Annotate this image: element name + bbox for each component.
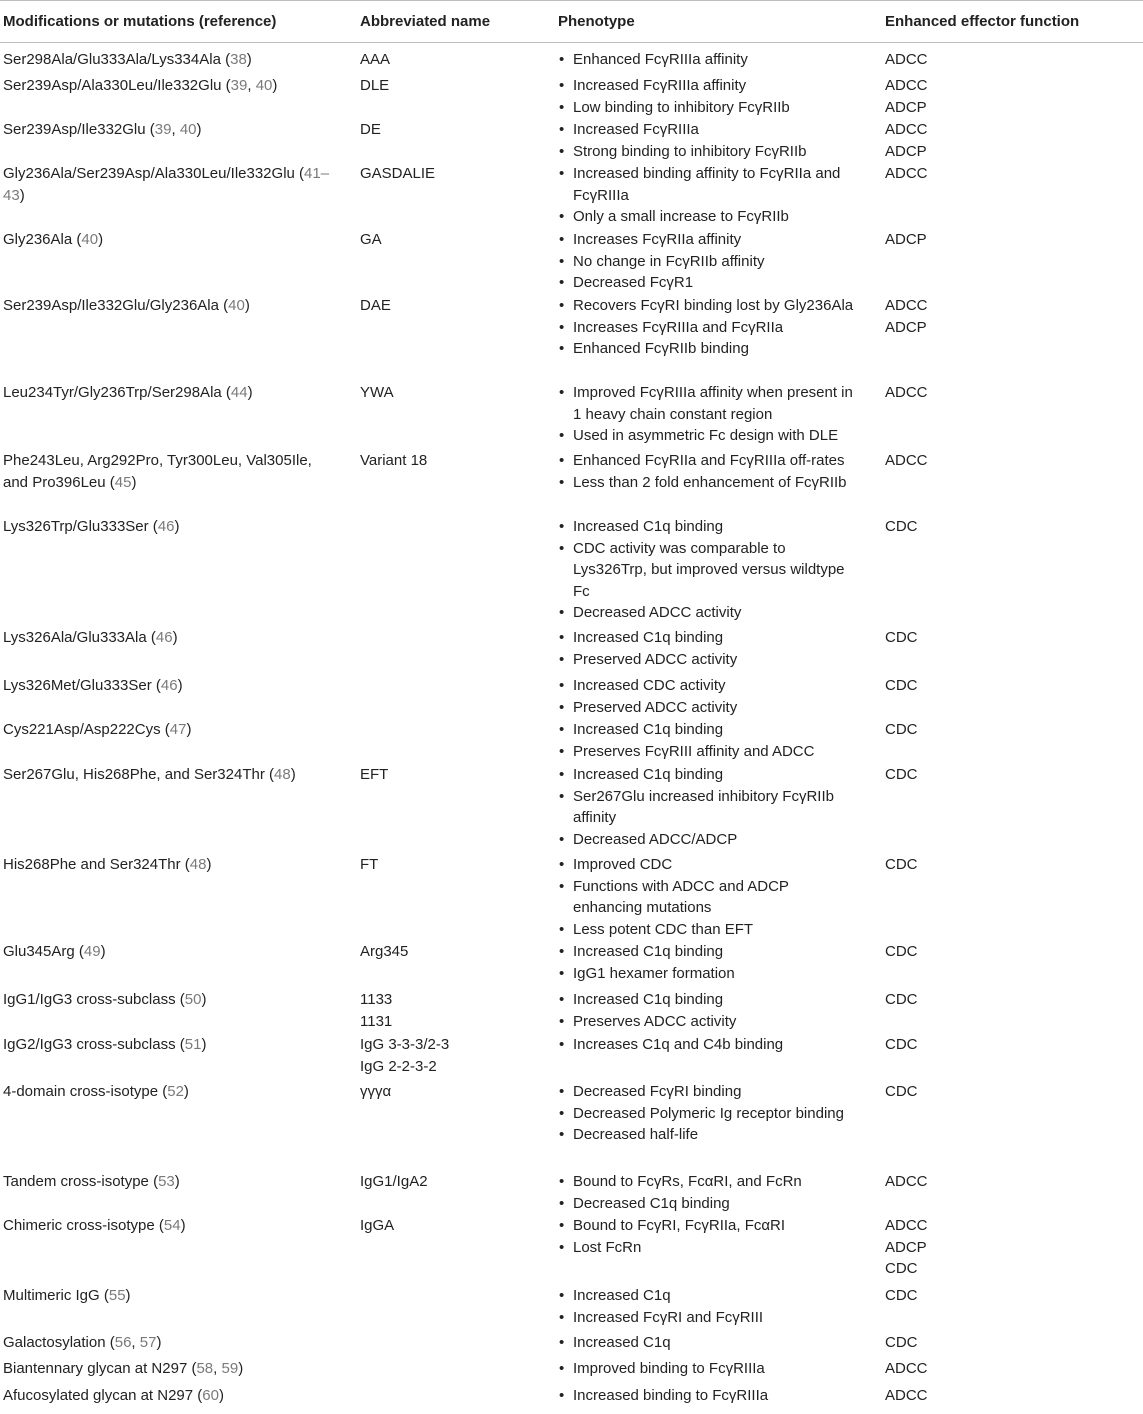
header-effector-function: Enhanced effector function [885,12,1080,30]
effector-text: ADCC [885,452,928,469]
phenotype-bullet: • Decreased FcγRI binding [558,1081,858,1103]
reference-link[interactable]: 46 [157,518,175,535]
phenotype-bullet: • Less than 2 fold enhancement of FcγRIIb [558,472,858,494]
reference-link[interactable]: 51 [184,1036,202,1053]
effector-text: ADCC [885,1387,928,1404]
cell-modification: Gly236Ala (40) [3,231,104,248]
cell-phenotype [558,1215,885,1285]
cell-phenotype [558,75,885,119]
phenotype-bullet: • Decreased C1q binding [558,1193,858,1215]
header-phenotype: Phenotype [558,12,635,30]
cell-effector-function [885,627,1143,675]
phenotype-bullet: • Preserves ADCC activity [558,1011,858,1033]
reference-link[interactable]: 40 [179,121,197,138]
phenotype-bullet: • Increased C1q binding [558,516,858,538]
modification-text: Gly236Ala [3,231,73,248]
phenotype-bullet: • Decreased ADCC/ADCP [558,829,858,851]
phenotype-bullet: • Increased CDC activity [558,675,858,697]
cell-abbreviated-name [360,229,558,295]
table-row [0,1332,1143,1358]
cell-phenotype [558,1285,885,1332]
modification-text: Ser239Asp/Ile332Glu [3,121,146,138]
phenotype-bullet: • Increases FcγRIIIa and FcγRIIa [558,317,858,339]
abbreviation-text: YWA [360,384,394,401]
cell-abbreviated-name [360,675,558,719]
reference-link[interactable]: 52 [167,1083,184,1100]
modification-text: IgG1/IgG3 cross-subclass [3,991,176,1008]
abbreviation-text: IgG 3-3-3/2-3 [360,1036,450,1053]
cell-abbreviated-name [360,163,558,229]
phenotype-bullet: • Increased binding affinity to FcγRIIa and FcγRIIIa [558,163,858,206]
cell-phenotype [558,450,885,516]
phenotype-bullet: • Lost FcRn [558,1237,858,1259]
phenotype-bullet: • Increased C1q binding [558,764,858,786]
table-row [0,382,1143,450]
phenotype-bullet: • Increased FcγRI and FcγRIII [558,1307,858,1329]
effector-text: ADCC [885,165,928,182]
effector-text: ADCC [885,1173,928,1190]
modification-text: Lys326Ala/Glu333Ala [3,629,147,646]
modification-text: Ser239Asp/Ala330Leu/Ile332Glu [3,77,222,94]
cell-effector-function [885,229,1143,295]
cell-effector-function [885,1358,1143,1385]
cell-phenotype [558,163,885,229]
phenotype-bullet: • Increased C1q binding [558,719,858,741]
effector-text: CDC [885,518,918,535]
cell-abbreviated-name [360,627,558,675]
cell-abbreviated-name [360,382,558,450]
cell-effector-function [885,1081,1143,1171]
abbreviation-text: GASDALIE [360,165,436,182]
cell-phenotype [558,1034,885,1081]
table-row [0,295,1143,382]
phenotype-bullet: • Decreased Polymeric Ig receptor binding [558,1103,858,1125]
effector-text: CDC [885,943,918,960]
cell-abbreviated-name [360,941,558,989]
table-row [0,1215,1143,1285]
cell-modification: Lys326Met/Glu333Ser (46) [3,677,183,694]
abbreviation-text: Arg345 [360,943,409,960]
cell-modification: Gly236Ala/Ser239Asp/Ala330Leu/Ile332Glu (41–43) [3,165,330,204]
effector-text: ADCP [885,231,927,248]
phenotype-bullet: • Increases FcγRIIa affinity [558,229,858,251]
cell-modification: His268Phe and Ser324Thr (48) [3,856,212,873]
cell-modification: Ser267Glu, His268Phe, and Ser324Thr (48) [3,766,296,783]
cell-effector-function [885,675,1143,719]
cell-phenotype [558,1332,885,1358]
phenotype-bullet: • Increased C1q [558,1332,858,1354]
phenotype-bullet: • IgG1 hexamer formation [558,963,858,985]
modification-text: Ser267Glu, His268Phe, and Ser324Thr [3,766,265,783]
reference-link[interactable]: 55 [108,1287,126,1304]
cell-phenotype [558,1081,885,1171]
effector-text: ADCC [885,77,928,94]
table-row [0,989,1143,1034]
cell-abbreviated-name [360,49,558,75]
table-row [0,1081,1143,1171]
header-abbreviated-name: Abbreviated name [360,12,491,30]
cell-phenotype [558,1358,885,1385]
cell-phenotype [558,119,885,163]
effector-text: ADCC [885,384,928,401]
phenotype-bullet: • Preserves FcγRIII affinity and ADCC [558,741,858,763]
reference-link[interactable]: 53 [158,1173,175,1190]
phenotype-bullet: • Less potent CDC than EFT [558,919,858,941]
cell-modification: Ser239Asp/Ile332Glu (39, 40) [3,121,202,138]
abbreviation-text: AAA [360,51,391,68]
phenotype-bullet: • Increased C1q binding [558,941,858,963]
table-row [0,450,1143,516]
effector-text: ADCC [885,121,928,138]
cell-abbreviated-name [360,516,558,627]
effector-text: CDC [885,629,918,646]
cell-effector-function [885,1215,1143,1285]
table-row [0,1034,1143,1081]
phenotype-bullet: • Used in asymmetric Fc design with DLE [558,425,858,447]
phenotype-bullet: • Increased C1q binding [558,989,858,1011]
phenotype-bullet: • Strong binding to inhibitory FcγRIIb [558,141,858,163]
modification-text: Cys221Asp/Asp222Cys [3,721,161,738]
phenotype-bullet: • Ser267Glu increased inhibitory FcγRIIb affinity [558,786,858,829]
effector-text: ADCC [885,1360,928,1377]
phenotype-bullet: • Preserved ADCC activity [558,697,858,719]
cell-modification: Lys326Trp/Glu333Ser (46) [3,518,180,535]
cell-modification: Afucosylated glycan at N297 (60) [3,1387,224,1404]
cell-effector-function [885,989,1143,1034]
cell-modification: IgG1/IgG3 cross-subclass (50) [3,991,207,1008]
abbreviation-text: DE [360,121,381,138]
cell-modification: Ser298Ala/Glu333Ala/Lys334Ala (38) [3,51,252,68]
cell-effector-function [885,1171,1143,1215]
reference-link[interactable]: 39 [154,121,172,138]
abbreviation-text: 1131 [360,1012,393,1030]
modification-text: Ser298Ala/Glu333Ala/Lys334Ala [3,51,221,68]
cell-abbreviated-name [360,450,558,516]
cell-phenotype [558,49,885,75]
phenotype-bullet: • No change in FcγRIIb affinity [558,251,858,273]
abbreviation-text: Variant 18 [360,452,428,469]
cell-phenotype [558,675,885,719]
cell-modification: Multimeric IgG (55) [3,1287,131,1304]
reference-link[interactable]: 39 [230,77,248,94]
table-row [0,163,1143,229]
reference-link[interactable]: 49 [83,943,101,960]
reference-link[interactable]: 40 [228,297,245,314]
cell-abbreviated-name [360,1171,558,1215]
abbreviation-text: 1133 [360,991,393,1008]
phenotype-bullet: • Bound to FcγRs, FcαRI, and FcRn [558,1171,858,1193]
phenotype-bullet: • Improved FcγRIIIa affinity when present in 1 heavy chain constant region [558,382,858,425]
phenotype-bullet: • Increased FcγRIIIa affinity [558,75,858,97]
effector-text: CDC [885,1334,918,1351]
cell-effector-function [885,75,1143,119]
modification-text: Tandem cross-isotype [3,1173,149,1190]
abbreviation-text: DAE [360,297,391,314]
cell-abbreviated-name [360,295,558,382]
effector-text: CDC [885,1260,918,1277]
modification-text: IgG2/IgG3 cross-subclass [3,1036,176,1053]
table-row [0,1385,1143,1407]
reference-link[interactable]: 48 [274,766,291,783]
cell-phenotype [558,854,885,941]
phenotype-bullet: • Improved binding to FcγRIIIa [558,1358,858,1380]
modification-text: Galactosylation [3,1334,106,1351]
modification-text: Gly236Ala/Ser239Asp/Ala330Leu/Ile332Glu [3,165,295,182]
cell-phenotype [558,941,885,989]
effector-text: ADCP [885,1238,927,1256]
abbreviation-text: IgG 2-2-3-2 [360,1057,437,1075]
cell-abbreviated-name [360,1034,558,1081]
reference-link[interactable]: 54 [163,1217,181,1234]
table-row [0,1285,1143,1332]
cell-phenotype [558,627,885,675]
phenotype-bullet: • Low binding to inhibitory FcγRIIb [558,97,858,119]
cell-abbreviated-name [360,1358,558,1385]
cell-effector-function [885,1385,1143,1407]
reference-link[interactable]: 58 [196,1360,214,1377]
cell-modification: IgG2/IgG3 cross-subclass (51) [3,1036,207,1053]
phenotype-bullet: • Decreased FcγR1 [558,272,858,294]
effector-text: CDC [885,1287,918,1304]
reference-link[interactable]: 40 [255,77,273,94]
effector-text: ADCC [885,51,928,68]
phenotype-bullet: • Enhanced FcγRIIIa affinity [558,49,858,71]
effector-text: ADCP [885,98,927,116]
modification-text: Lys326Trp/Glu333Ser [3,518,149,535]
phenotype-bullet: • Increased C1q [558,1285,858,1307]
reference-link[interactable]: 60 [202,1387,219,1404]
cell-abbreviated-name [360,764,558,854]
modification-text: Multimeric IgG [3,1287,100,1304]
cell-phenotype [558,1171,885,1215]
cell-abbreviated-name [360,119,558,163]
abbreviation-text: IgG1/IgA2 [360,1173,428,1190]
effector-text: ADCC [885,1217,928,1234]
cell-effector-function [885,295,1143,382]
abbreviation-text: DLE [360,77,390,94]
modification-text: Lys326Met/Glu333Ser [3,677,152,694]
table-header-row [0,1,1143,43]
modification-text: 4-domain cross-isotype [3,1083,159,1100]
reference-link[interactable]: 41–43 [3,165,330,204]
effector-text: ADCP [885,142,927,160]
cell-abbreviated-name [360,75,558,119]
modification-text: Glu345Arg [3,943,75,960]
cell-modification: Galactosylation (56, 57) [3,1334,162,1351]
cell-abbreviated-name [360,1081,558,1171]
header-modifications: Modifications or mutations (reference) [3,12,277,30]
cell-phenotype [558,382,885,450]
cell-effector-function [885,382,1143,450]
abbreviation-text: IgGA [360,1217,395,1234]
cell-modification: Phe243Leu, Arg292Pro, Tyr300Leu, Val305Ile, and Pro396Leu (45) [3,452,312,491]
effector-text: CDC [885,766,918,783]
cell-phenotype [558,516,885,627]
cell-effector-function [885,1332,1143,1358]
cell-phenotype [558,989,885,1034]
cell-modification: Chimeric cross-isotype (54) [3,1217,186,1234]
phenotype-bullet: • Increased C1q binding [558,627,858,649]
phenotype-bullet: • Decreased half-life [558,1124,858,1146]
phenotype-bullet: • Improved CDC [558,854,858,876]
phenotype-bullet: • CDC activity was comparable to Lys326Trp, but improved versus wildtype Fc [558,538,858,603]
cell-abbreviated-name [360,1332,558,1358]
effector-text: CDC [885,856,918,873]
table-row [0,627,1143,675]
cell-modification: Biantennary glycan at N297 (58, 59) [3,1360,244,1377]
reference-link[interactable]: 47 [169,721,187,738]
cell-modification: Ser239Asp/Ala330Leu/Ile332Glu (39, 40) [3,77,278,94]
cell-modification: Ser239Asp/Ile332Glu/Gly236Ala (40) [3,297,250,314]
cell-modification: Cys221Asp/Asp222Cys (47) [3,721,192,738]
cell-phenotype [558,1385,885,1407]
table-row [0,719,1143,764]
cell-phenotype [558,229,885,295]
reference-link[interactable]: 44 [230,384,248,401]
table-row [0,49,1143,75]
reference-link[interactable]: 57 [139,1334,157,1351]
abbreviation-text: GA [360,231,382,248]
cell-effector-function [885,764,1143,854]
cell-effector-function [885,450,1143,516]
table-body [0,49,1143,1407]
table-row [0,1358,1143,1385]
effector-text: CDC [885,677,918,694]
effector-text: CDC [885,991,918,1008]
effector-text: CDC [885,1083,918,1100]
phenotype-bullet: • Functions with ADCC and ADCP enhancing mutations [558,876,858,919]
cell-effector-function [885,941,1143,989]
modification-text: Phe243Leu, Arg292Pro, Tyr300Leu, Val305Ile, and Pro396Leu [3,452,312,491]
cell-modification: 4-domain cross-isotype (52) [3,1083,189,1100]
cell-modification: Lys326Ala/Glu333Ala (46) [3,629,178,646]
cell-phenotype [558,719,885,764]
phenotype-bullet: • Bound to FcγRI, FcγRIIa, FcαRI [558,1215,858,1237]
modification-text: Ser239Asp/Ile332Glu/Gly236Ala [3,297,219,314]
reference-link[interactable]: 38 [230,51,247,68]
reference-link[interactable]: 59 [221,1360,239,1377]
modification-text: His268Phe and Ser324Thr [3,856,181,873]
cell-phenotype [558,295,885,382]
cell-abbreviated-name [360,854,558,941]
effector-text: ADCC [885,297,928,314]
reference-link[interactable]: 45 [114,473,132,491]
phenotype-bullet: • Enhanced FcγRIIb binding [558,338,858,360]
table-row [0,75,1143,119]
reference-link[interactable]: 48 [189,856,207,873]
cell-abbreviated-name [360,1215,558,1285]
reference-link[interactable]: 46 [155,629,173,646]
phenotype-bullet: • Only a small increase to FcγRIIb [558,206,858,228]
cell-modification: Tandem cross-isotype (53) [3,1173,180,1190]
effector-text: CDC [885,721,918,738]
table-row [0,675,1143,719]
effector-text: ADCP [885,318,927,336]
cell-modification: Glu345Arg (49) [3,943,106,960]
cell-abbreviated-name [360,1285,558,1332]
reference-link[interactable]: 56 [114,1334,132,1351]
table-row [0,516,1143,627]
cell-effector-function [885,49,1143,75]
phenotype-bullet: • Decreased ADCC activity [558,602,858,624]
cell-effector-function [885,1285,1143,1332]
phenotype-bullet: • Preserved ADCC activity [558,649,858,671]
abbreviation-text: FT [360,856,379,873]
effector-text: CDC [885,1036,918,1053]
cell-effector-function [885,1034,1143,1081]
cell-modification: Leu234Tyr/Gly236Trp/Ser298Ala (44) [3,384,253,401]
cell-abbreviated-name [360,1385,558,1407]
table-row [0,119,1143,163]
cell-phenotype [558,764,885,854]
phenotype-bullet: • Increased binding to FcγRIIIa [558,1385,858,1407]
table-row [0,764,1143,854]
abbreviation-text: EFT [360,766,389,783]
phenotype-bullet: • Enhanced FcγRIIa and FcγRIIIa off-rates [558,450,858,472]
cell-effector-function [885,119,1143,163]
modification-text: Leu234Tyr/Gly236Trp/Ser298Ala [3,384,222,401]
cell-effector-function [885,719,1143,764]
cell-abbreviated-name [360,719,558,764]
phenotype-bullet: • Increased FcγRIIIa [558,119,858,141]
cell-effector-function [885,163,1143,229]
table-row [0,854,1143,941]
modification-text: Afucosylated glycan at N297 [3,1387,194,1404]
cell-effector-function [885,516,1143,627]
cell-abbreviated-name [360,989,558,1034]
reference-link[interactable]: 50 [184,991,202,1008]
cell-effector-function [885,854,1143,941]
abbreviation-text: γγγα [360,1083,392,1100]
modification-text: Chimeric cross-isotype [3,1217,155,1234]
reference-link[interactable]: 40 [81,231,99,248]
table-row [0,1171,1143,1215]
reference-link[interactable]: 46 [160,677,178,694]
phenotype-bullet: • Recovers FcγRI binding lost by Gly236Ala [558,295,858,317]
phenotype-bullet: • Increases C1q and C4b binding [558,1034,858,1056]
table-row [0,941,1143,989]
table-row [0,229,1143,295]
modification-text: Biantennary glycan at N297 [3,1360,188,1377]
